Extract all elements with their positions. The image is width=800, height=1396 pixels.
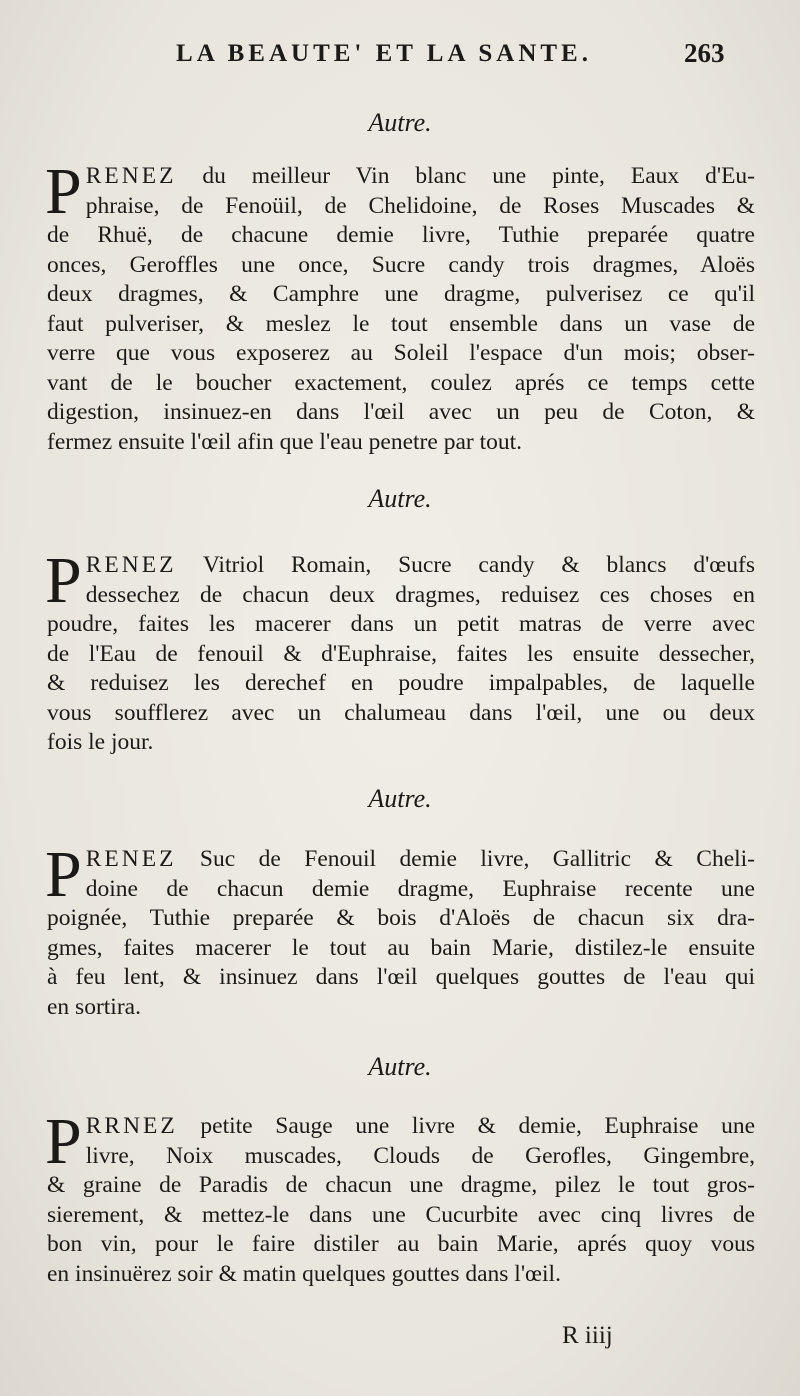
recipe-paragraph-3: [45, 838, 756, 1022]
section-heading-4: Autre.: [368, 1052, 432, 1081]
text-line: de Rhuë, de chacune demie livre, Tuthie preparée quatre: [47, 222, 755, 248]
text-line: deux dragmes, & Camphre une dragme, pulverisez ce qu'il: [47, 281, 755, 307]
text-line: en insinuërez soir & matin quelques gouttes dans l'œil.: [47, 1260, 561, 1287]
text-line: en sortira.: [47, 993, 141, 1020]
text-line: vant de le boucher exactement, coulez aprés ce temps cette: [47, 369, 755, 396]
text-line: dessechez de chacun deux dragmes, reduisez ces choses en: [85, 581, 755, 608]
section-heading-3: Autre.: [368, 784, 432, 813]
text-line: Vitriol Romain, Sucre candy & blancs d'œufs: [202, 552, 756, 578]
text-line: fermez ensuite l'œil afin que l'eau penetre par tout.: [47, 428, 523, 455]
text-line: poignée, Tuthie preparée & bois d'Aloës de chacun six dra-: [47, 905, 755, 931]
opening-word: RENEZ: [85, 846, 177, 872]
opening-word: RENEZ: [85, 552, 177, 578]
text-line: de l'Eau de fenouil & d'Euphraise, faites les ensuite dessecher,: [47, 640, 755, 667]
recipe-paragraph-4: [45, 1105, 756, 1289]
text-line: vous soufflerez avec un chalumeau dans l'œil, une ou deux: [47, 699, 755, 726]
text-line: à feu lent, & insinuez dans l'œil quelques gouttes de l'eau qui: [47, 964, 755, 990]
text-line: Suc de Fenouil demie livre, Gallitric & Cheli-: [199, 846, 756, 872]
text-line: faut pulveriser, & meslez le tout ensemble dans un vase de: [47, 310, 755, 337]
text-line: livre, Noix muscades, Clouds de Gerofles, Gingembre,: [85, 1142, 755, 1169]
opening-word: RRNEZ: [85, 1113, 178, 1139]
recipe-paragraph-1: [45, 155, 755, 457]
opening-word: RENEZ: [85, 163, 177, 189]
drop-capital: P: [45, 1105, 82, 1178]
text-line: onces, Geroffles une once, Sucre candy trois dragmes, Aloës: [47, 251, 755, 278]
text-line: fois le jour.: [47, 729, 154, 755]
text-line: digestion, insinuez-en dans l'œil avec un peu de Coton, &: [47, 399, 755, 425]
text-line: phraise, de Fenoüil, de Chelidoine, de Roses Muscades &: [85, 192, 755, 219]
recipe-paragraph-2: [45, 544, 756, 758]
text-line: poudre, faites les macerer dans un petit matras de verre avec: [47, 611, 755, 637]
text-line: & graine de Paradis de chacun une dragme, pilez le tout gros-: [47, 1172, 755, 1198]
text-line: verre que vous exposerez au Soleil l'espace d'un mois; obser-: [47, 340, 755, 366]
section-heading-2: Autre.: [368, 484, 432, 513]
text-line: & reduisez les derechef en poudre impalpables, de laquelle: [47, 670, 755, 696]
text-line: petite Sauge une livre & demie, Euphraise une: [200, 1113, 756, 1139]
drop-capital: P: [45, 544, 82, 617]
drop-capital: P: [45, 155, 82, 228]
text-line: doine de chacun demie dragme, Euphraise recente une: [85, 875, 755, 902]
text-line: bon vin, pour le faire distiler au bain Marie, aprés quoy vous: [47, 1231, 755, 1257]
text-line: du meilleur Vin blanc une pinte, Eaux d'Eu-: [202, 163, 755, 189]
running-head: LA BEAUTE' ET LA SANTE.: [176, 40, 592, 67]
drop-capital: P: [45, 838, 82, 911]
page-number: 263: [684, 38, 725, 68]
text-line: gmes, faites macerer le tout au bain Marie, distilez-le ensuite: [47, 934, 755, 961]
signature-mark: R iiij: [562, 1322, 613, 1349]
section-heading-1: Autre.: [368, 108, 432, 137]
text-line: sierement, & mettez-le dans une Cucurbite avec cinq livres de: [47, 1201, 755, 1228]
